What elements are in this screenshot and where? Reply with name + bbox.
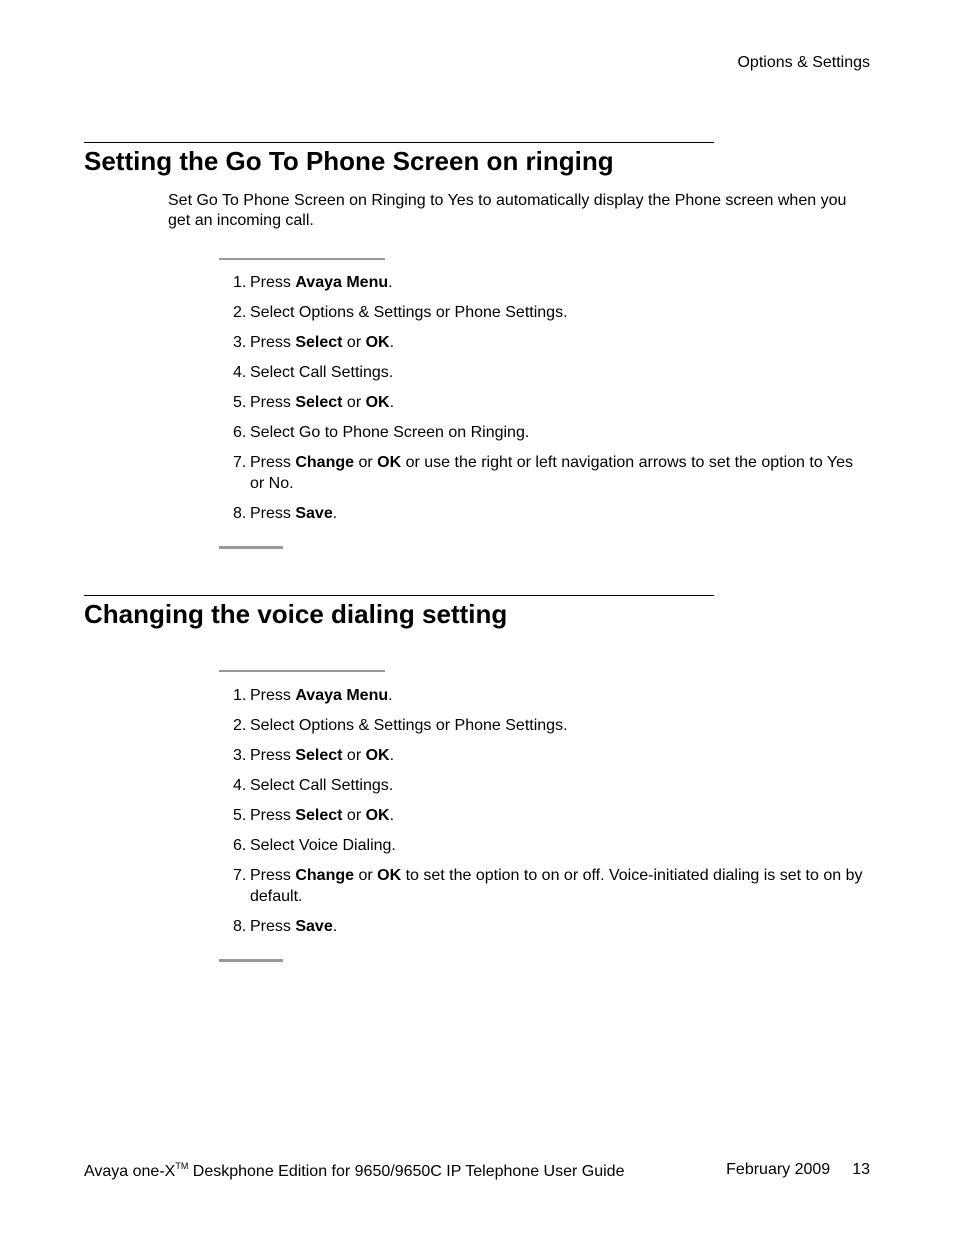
procedure-end-rule: [219, 959, 283, 962]
step-text-run: Press: [250, 274, 296, 291]
step-text-run: .: [389, 394, 395, 411]
step-number: 4.: [233, 364, 247, 381]
procedure-step: [219, 392, 869, 413]
step-text-run: to set the option to on or off. Voice-initiated dialing is set to on by default.: [250, 867, 863, 905]
procedure-step: [219, 302, 869, 323]
ui-control-label: Avaya Menu: [295, 274, 389, 291]
footer-date: February 2009: [726, 1161, 831, 1178]
procedure-step: [219, 685, 869, 706]
step-text: [250, 503, 869, 524]
procedure-start-rule: [219, 670, 385, 672]
procedure-step: [219, 835, 869, 856]
trademark-mark: TM: [175, 1161, 189, 1171]
procedure-step: [219, 775, 869, 796]
step-number: 4.: [233, 777, 247, 794]
procedure-step: [219, 272, 869, 293]
procedure-step: [219, 452, 869, 494]
step-text: [250, 745, 869, 766]
ui-control-label: Select: [295, 394, 343, 411]
procedure-steps: [219, 272, 869, 533]
ui-control-label: Avaya Menu: [295, 687, 389, 704]
step-text-run: .: [332, 505, 338, 522]
step-text-run: Press: [250, 454, 296, 471]
running-header: Options & Settings: [737, 54, 870, 71]
ui-control-label: Select: [295, 747, 343, 764]
section-title: Setting the Go To Phone Screen on ringing: [84, 146, 614, 176]
procedure-start-rule: [219, 258, 385, 260]
ui-control-label: OK: [365, 747, 390, 764]
ui-control-label: OK: [365, 394, 390, 411]
ui-control-label: OK: [377, 454, 402, 471]
procedure-step: [219, 422, 869, 443]
ui-control-label: OK: [365, 334, 390, 351]
step-text-run: Select Go to Phone Screen on Ringing.: [250, 424, 530, 441]
section-rule: [84, 595, 714, 596]
step-text-run: .: [389, 334, 395, 351]
step-text-run: Press: [250, 918, 296, 935]
step-text: [250, 715, 869, 736]
section-rule: [84, 142, 714, 143]
procedure-step: [219, 715, 869, 736]
step-text-run: .: [332, 918, 338, 935]
step-number: 1.: [233, 687, 247, 704]
step-number: 6.: [233, 837, 247, 854]
step-text-run: Select Options & Settings or Phone Settings.: [250, 304, 568, 321]
step-number: 6.: [233, 424, 247, 441]
step-number: 8.: [233, 918, 247, 935]
step-text: [250, 916, 869, 937]
step-text-run: Select Call Settings.: [250, 777, 394, 794]
procedure-steps: [219, 685, 869, 946]
step-text: [250, 272, 869, 293]
step-text: [250, 865, 869, 907]
step-text: [250, 685, 869, 706]
ui-control-label: Change: [295, 454, 355, 471]
step-text-run: or: [342, 334, 366, 351]
procedure-step: [219, 805, 869, 826]
step-number: 3.: [233, 747, 247, 764]
ui-control-label: Save: [295, 918, 333, 935]
step-number: 7.: [233, 867, 247, 884]
step-number: 2.: [233, 717, 247, 734]
step-text-run: or: [342, 394, 366, 411]
step-text-run: Press: [250, 807, 296, 824]
step-text-run: Select Voice Dialing.: [250, 837, 396, 854]
procedure-end-rule: [219, 546, 283, 549]
step-text: [250, 835, 869, 856]
section-title: Changing the voice dialing setting: [84, 599, 508, 629]
step-text-run: Press: [250, 687, 296, 704]
step-text-run: .: [389, 747, 395, 764]
step-number: 1.: [233, 274, 247, 291]
step-text: [250, 302, 869, 323]
section-intro: Set Go To Phone Screen on Ringing to Yes to automatically display the Phone screen when you get an incoming call.: [168, 192, 847, 229]
step-text-run: Press: [250, 747, 296, 764]
page-footer: [84, 1161, 870, 1181]
step-text: [250, 422, 869, 443]
ui-control-label: Select: [295, 334, 343, 351]
step-text-run: or: [354, 867, 378, 884]
step-text: [250, 392, 869, 413]
step-text-run: Press: [250, 394, 296, 411]
step-text-run: Select Options & Settings or Phone Settings.: [250, 717, 568, 734]
ui-control-label: Change: [295, 867, 355, 884]
procedure-step: [219, 865, 869, 907]
procedure-step: [219, 362, 869, 383]
procedure-step: [219, 745, 869, 766]
step-text-run: or: [342, 747, 366, 764]
ui-control-label: Save: [295, 505, 333, 522]
page-number: 13: [852, 1161, 870, 1178]
footer-doc-title: Avaya one-X™ Deskphone Edition for 9650/9650C IP Telephone User Guide: [84, 1161, 625, 1180]
step-text-run: or: [342, 807, 366, 824]
step-number: 7.: [233, 454, 247, 471]
step-text-run: .: [388, 274, 393, 291]
step-text: [250, 362, 869, 383]
step-text-run: Select Call Settings.: [250, 364, 394, 381]
procedure-step: [219, 503, 869, 524]
ui-control-label: OK: [365, 807, 390, 824]
procedure-step: [219, 332, 869, 353]
procedure-step: [219, 916, 869, 937]
step-number: 2.: [233, 304, 247, 321]
step-text-run: or: [354, 454, 378, 471]
step-text-run: Press: [250, 867, 296, 884]
step-text-run: Press: [250, 334, 296, 351]
step-text: [250, 332, 869, 353]
step-number: 5.: [233, 807, 247, 824]
step-text: [250, 775, 869, 796]
step-number: 5.: [233, 394, 247, 411]
step-text-run: .: [388, 687, 393, 704]
step-text: [250, 805, 869, 826]
footer-right: [726, 1161, 870, 1181]
step-number: 3.: [233, 334, 247, 351]
step-text-run: .: [389, 807, 395, 824]
step-text-run: Press: [250, 505, 296, 522]
ui-control-label: OK: [377, 867, 402, 884]
step-text-run: or use the right or left navigation arrows to set the option to Yes or No.: [250, 454, 853, 492]
ui-control-label: Select: [295, 807, 343, 824]
step-text: [250, 452, 869, 494]
step-number: 8.: [233, 505, 247, 522]
